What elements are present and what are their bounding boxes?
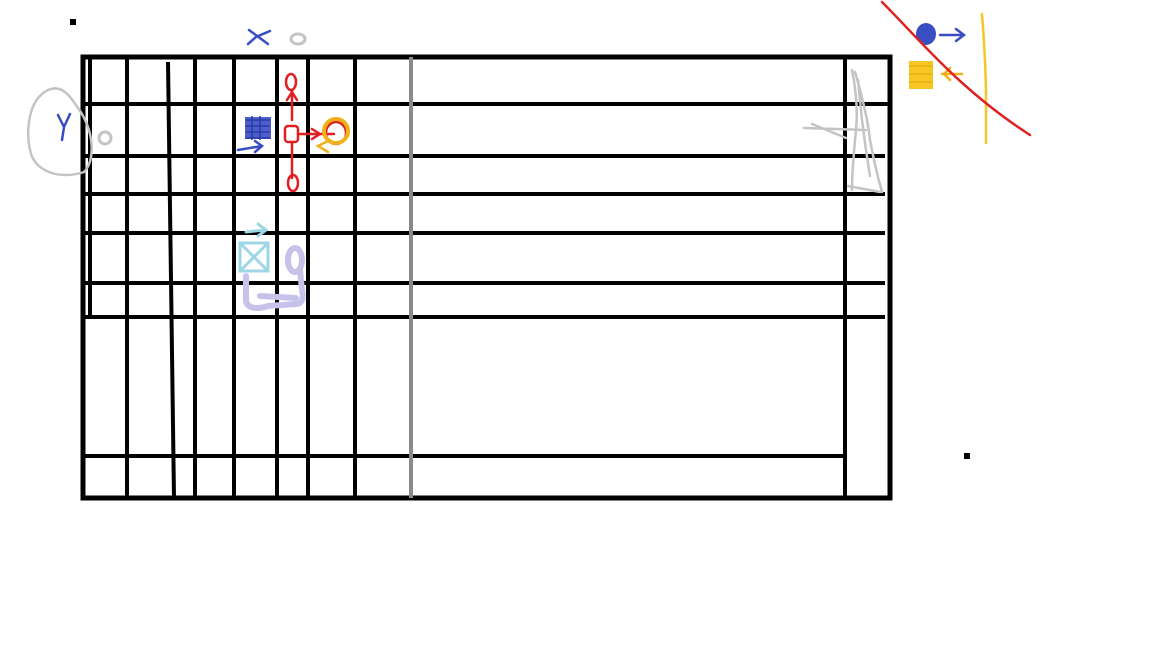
grid-outer-border bbox=[83, 57, 890, 498]
y-axis-label: Y bbox=[60, 130, 61, 131]
x-axis-origin-marker bbox=[291, 34, 305, 44]
legend-blue-dot-icon bbox=[916, 23, 964, 45]
x-axis-label-icon bbox=[248, 30, 270, 44]
x-axis-label: X bbox=[258, 40, 259, 41]
grid-vertical-lines bbox=[90, 57, 845, 500]
red-node-path-icon bbox=[285, 74, 346, 191]
orange-target-icon bbox=[318, 119, 348, 152]
blue-square-icon bbox=[238, 116, 271, 152]
legend-yellow-line bbox=[982, 14, 986, 143]
legend-area bbox=[882, 2, 1030, 143]
y-axis-origin-marker bbox=[99, 132, 111, 144]
corner-dot-bottom-right bbox=[964, 453, 970, 459]
corner-dot-top-left bbox=[70, 19, 76, 25]
grid-column-line bbox=[168, 62, 174, 498]
grid-horizontal-lines bbox=[83, 104, 890, 456]
grid-frame bbox=[83, 57, 890, 498]
legend-red-strike-line bbox=[882, 2, 1030, 135]
